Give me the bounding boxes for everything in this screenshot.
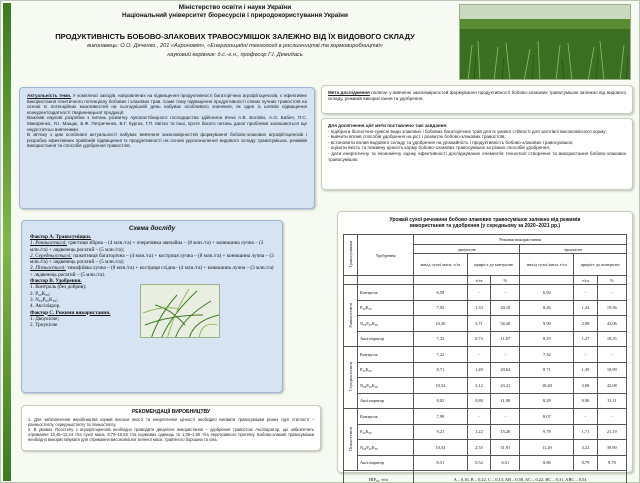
table-row: [344, 409, 627, 425]
grass-field-photo: [459, 4, 631, 80]
header-unit: т/га: [574, 276, 597, 285]
poster-title: ПРОДУКТИВНІСТЬ БОБОВО-ЗЛАКОВИХ ТРАВОСУМІШОК ЗАЛЕЖНО ВІД ЇХ ВИДОВОГО СКЛАДУ: [55, 32, 415, 41]
value-cell: 0,73: [467, 331, 490, 347]
header-regimes: Режими використання: [414, 235, 627, 245]
scheme-card: [21, 220, 283, 393]
header-gain: приріст до контролю: [574, 254, 627, 276]
value-cell: 18,35: [597, 331, 626, 347]
fertilizer-option: 1. Контроль (без добрив);: [30, 284, 87, 291]
relevance-text: Актуальність теми. У комплексі заходів, направлених на підвищення продуктивності багаторічних агрофітоценозів, є ефективне використання генетичного потенціалу бобових і злакових трав. Саме тому підвищення продуктивності сіяних лучних травостоїв на основі їх потенційних можливостей на сьогоднішній день набуває особливого значення, як один із шляхів підвищення конкурентоздатності тваринницької продукції. Важливі наукові розробки з питань розвитку лукопастбищного господарства здійснили вчені А.В. Боговін, А.О. Бабич, П.С. Макаренко, Я.І. Мащак, Б.Ф. Петриченко, В.Г. Кургак, Г.П. Квітко та інші, проте багато питань даної проблеми залишаються ще недостатньо вивченими. В зв'язку з цим особливої актуальності набуває вивчення закономірностей формування бобово-злакових агрофітоценозів і розробка ефективних прийомів підвищення їх продуктивності на основі удосконалення видового складу травосумішок, режимів використання та способів удобрення травостоїв.: [27, 93, 307, 149]
value-cell: 20,18: [491, 300, 520, 316]
regime-option: 2. Триукісне: [30, 322, 58, 329]
value-cell: -: [467, 409, 490, 425]
value-cell: 10,40: [520, 378, 574, 394]
fertilizer-cell: P₆₀K₉₀: [358, 362, 414, 378]
table-row: [344, 393, 627, 409]
value-cell: 8,71: [520, 362, 574, 378]
nir-label: НІР₀₅, т/га: [344, 471, 414, 483]
value-cell: 10,30: [414, 316, 468, 332]
value-cell: 1,27: [574, 331, 597, 347]
yield-table-card: [337, 211, 633, 482]
fertilizer-cell: N₆₀P₆₀K₉₀: [358, 378, 414, 394]
value-cell: 8,26: [520, 300, 574, 316]
fertilizer-option: 4. Аксіліарор.: [30, 303, 61, 310]
value-cell: 18,99: [597, 362, 626, 378]
value-cell: 7,92: [414, 300, 468, 316]
table-row: [344, 362, 627, 378]
value-cell: 39,90: [597, 440, 626, 456]
supervisor-line: науковий керівник: д.с.-г.н., професор Г.І. Демидась: [167, 52, 303, 58]
table-row: [344, 378, 627, 394]
relevance-label: Актуальність теми.: [27, 93, 72, 98]
value-cell: 15,26: [491, 424, 520, 440]
poster-header: [15, 4, 455, 67]
value-cell: 13,11: [597, 393, 626, 409]
value-cell: 7,32: [414, 331, 468, 347]
task-item: - встановити вплив видового складу та удобрення на урожайність і продуктивність бобово-злакових травосумішок;: [328, 139, 574, 145]
value-cell: -: [574, 409, 597, 425]
header-dry-mass: вихід сухої маси, т/га: [414, 254, 468, 276]
tasks-card: [321, 118, 633, 190]
mixture-group-label: Пізньостиглі: [344, 409, 358, 471]
value-cell: 2,55: [467, 440, 490, 456]
value-cell: 8,02: [414, 393, 468, 409]
fertilizer-cell: P₆₀K₉₀: [358, 424, 414, 440]
fertilizer-cell: N₆₀P₆₀K₉₀: [358, 440, 414, 456]
value-cell: -: [597, 409, 626, 425]
header-unit: %: [597, 276, 626, 285]
mixture-group-label: Середньостиглі: [344, 347, 358, 409]
value-cell: 1,71: [574, 424, 597, 440]
task-item: - дати енергетичну та економічну оцінку ефективності досліджуваних елементів технології створення та використання бобово-злакових травосумішок.: [328, 150, 626, 162]
fertilizer-option: 3. N₆₀P₆₀K₉₀;: [30, 296, 58, 303]
value-cell: 2,98: [574, 316, 597, 332]
nir-value: A – 0,16, B – 0,22, C – 0,13, AB – 0,58, AC – 0,22, BC – 0,31, ABC – 0,54: [414, 471, 627, 483]
value-cell: -: [467, 285, 490, 301]
value-cell: 7,22: [414, 347, 468, 363]
value-cell: 9,78: [597, 455, 626, 471]
task-item: - оцінити якість та поживну цінність корму бобово-злакових травосумішок за різних способів удобрення;: [328, 145, 551, 151]
table-row: [344, 285, 627, 301]
value-cell: 0,80: [467, 393, 490, 409]
table-row: [344, 424, 627, 440]
fertilizer-cell: Контроль: [358, 347, 414, 363]
value-cell: -: [467, 347, 490, 363]
executor-line: виконавець: О.О. Дяченко , 201 «Агрономія», «Енергоощадні технології в рослинництві та кормовиробництві»: [87, 43, 383, 49]
value-cell: 1,33: [467, 300, 490, 316]
value-cell: 3,71: [467, 316, 490, 332]
value-cell: -: [574, 285, 597, 301]
header-gain: приріст до контролю: [467, 254, 520, 276]
header-three-cut: триукісне: [520, 245, 627, 254]
header-mixtures: Травосумішки: [344, 235, 358, 276]
relevance-card: [19, 87, 315, 209]
value-cell: 9,90: [520, 316, 574, 332]
value-cell: 8,19: [520, 331, 574, 347]
recommendation-item: 2. В умовах Лісостепу з агрофітоценозів необхідно проводити двоукісне використання – удобрення травостою Аксіліаратор, що забезпечить отримання 10,45–12,24 т/га сухої маси, 8,75–10,53 т/га кормових одиниць та 1,39–1,60 т/га перетравного протеїну. Бобово-злакові травосумішки необхідно використовувати для отримання високоякісної зеленої маси, трав'яного борошна та сіна.: [28, 427, 314, 442]
table-row: [344, 347, 627, 363]
value-cell: 10,54: [414, 440, 468, 456]
scheme-body: Фактор А. Травосуміщки. 1. Ранньостиглі: грястиця збірна – (4 млн./га) + очеретянка звичайна – (8 млн./га) + конюшина лучна – (3 млн./га) + лядвенець рогатий – (5 млн./га); 2. Середньостиглі: пажитниця багаторічна – (4 млн./га) + костриця лучна – (8 млн./га) + конюшина лучна – (3 млн./га) + лядвенець рогатий – (5 млн./га); 3. Пізньостиглі: тимофіївка лучна – (8 млн./га) + костриця східна– (4 млн./га) + конюшина лучна – (3 млн./га) + лядвенець рогатий – (5 млн./га). Фактор В. Удобрення. 1. Контроль (без добрив); 2. P₆₀K₉₀; 3. N₆₀P₆₀K₉₀; 4. Аксіліарор. Фактор С. Режими використання. 1. Двоукісне; 2. Триукісне: [30, 234, 274, 338]
goal-card: Мета дослідження полягає у вивченні закономірностей формування продуктивності бобово-злакових травосумішок залежно від видового складу, режимів використання та удобрення.: [321, 85, 633, 114]
fertilizer-cell: Аксіліаратор: [358, 331, 414, 347]
yield-table-title: Урожай сухої речовини бобово-злакових травосумішок залежно від режимів використання та удобрення (у середньому за 2020–2021 рр.): [389, 217, 581, 229]
value-cell: -: [491, 347, 520, 363]
header-unit: т/га: [467, 276, 490, 285]
value-cell: 21,19: [597, 424, 626, 440]
tasks-title: Для досягнення цієї мети поставлено такі завдання:: [328, 123, 448, 128]
value-cell: 11,07: [491, 331, 520, 347]
value-cell: 9,21: [414, 424, 468, 440]
value-cell: 19,36: [597, 300, 626, 316]
table-row: [344, 316, 627, 332]
header-unit: %: [491, 276, 520, 285]
value-cell: -: [597, 347, 626, 363]
table-row: [344, 440, 627, 456]
value-cell: 3,22: [574, 440, 597, 456]
header-two-cut: двоукісне: [414, 245, 520, 254]
value-cell: 3,12: [467, 378, 490, 394]
decorative-ribbon: [3, 3, 11, 481]
value-cell: 6,59: [414, 285, 468, 301]
header-dry-mass: вихід сухої маси, т/га: [520, 254, 574, 276]
value-cell: 0,79: [574, 455, 597, 471]
value-cell: 7,32: [520, 347, 574, 363]
value-cell: 43,21: [491, 378, 520, 394]
value-cell: -: [597, 285, 626, 301]
factor-b-heading: Фактор В. Удобрення.: [30, 278, 82, 285]
university-name: Національний університет біоресурсів і природокористування України: [122, 12, 348, 19]
value-cell: -: [574, 347, 597, 363]
recommendations-title: РЕКОМЕНДАЦІЇ ВИРОБНИЦТВУ: [131, 409, 211, 415]
value-cell: 56,30: [491, 316, 520, 332]
value-cell: 0,52: [467, 455, 490, 471]
value-cell: 8,51: [414, 455, 468, 471]
factor-a-heading: Фактор А. Травосуміщки.: [30, 234, 92, 240]
value-cell: 1,39: [574, 362, 597, 378]
value-cell: 7,99: [414, 409, 468, 425]
fertilizer-cell: Аксіліаратор: [358, 455, 414, 471]
value-cell: -: [491, 285, 520, 301]
table-row: [344, 331, 627, 347]
task-item: - підібрати біологічно-сумісні види злакових і бобових багаторічних трав для їх умової стійкості для заготівлі високоякісного корму;: [328, 128, 607, 134]
factor-c-heading: Фактор С. Режими використання.: [30, 309, 111, 316]
value-cell: 8,07: [520, 409, 574, 425]
value-cell: 42,08: [597, 378, 626, 394]
value-cell: -: [491, 409, 520, 425]
fertilizer-cell: N₆₀P₆₀K₉₀: [358, 316, 414, 332]
value-cell: 20,64: [491, 362, 520, 378]
value-cell: 31,91: [491, 440, 520, 456]
yield-table: [343, 234, 627, 483]
value-cell: 6,51: [491, 455, 520, 471]
ministry-name: Міністерство освіти і науки України: [178, 4, 292, 11]
value-cell: 1,34: [574, 300, 597, 316]
recommendation-item: 1. Для забезпечення виробництва кормів високої якості та енергетичної цінності необхідно висівати травосумішки різних груп стиглості – ранньостиглу, середньостиглу та пізньостиглу.: [28, 417, 314, 427]
value-cell: 8,86: [520, 455, 574, 471]
grass-closeup-photo: [140, 284, 220, 338]
value-cell: 1,49: [467, 362, 490, 378]
table-row: [344, 455, 627, 471]
value-cell: 11,29: [520, 440, 574, 456]
recommendations-card: [21, 405, 321, 451]
value-cell: 9,78: [520, 424, 574, 440]
value-cell: 8,71: [414, 362, 468, 378]
fertilizer-cell: Контроль: [358, 409, 414, 425]
fertilizer-cell: Аксіліаратор: [358, 393, 414, 409]
table-row: [344, 300, 627, 316]
value-cell: 6,92: [520, 285, 574, 301]
fertilizer-option: 2. P₆₀K₉₀;: [30, 290, 51, 297]
value-cell: 3,08: [574, 378, 597, 394]
header-fertilizer: Удобрення: [358, 235, 414, 276]
fertilizer-cell: P₆₀K₉₀: [358, 300, 414, 316]
value-cell: 11,08: [491, 393, 520, 409]
value-cell: 8,28: [520, 393, 574, 409]
task-item: - вивчити вплив способів удобрення на ріст і розвиток бобово-злакових травостоїв;: [328, 134, 506, 140]
regime-option: 1. Двоукісне;: [30, 315, 59, 322]
fertilizer-cell: Контроль: [358, 285, 414, 301]
mixture-group-label: Ранньостиглі: [344, 285, 358, 347]
scheme-title: Схема досліду: [128, 225, 176, 232]
goal-label: Мета дослідження: [328, 90, 370, 95]
value-cell: 0,96: [574, 393, 597, 409]
value-cell: 10,54: [414, 378, 468, 394]
value-cell: 1,22: [467, 424, 490, 440]
value-cell: 43,06: [597, 316, 626, 332]
